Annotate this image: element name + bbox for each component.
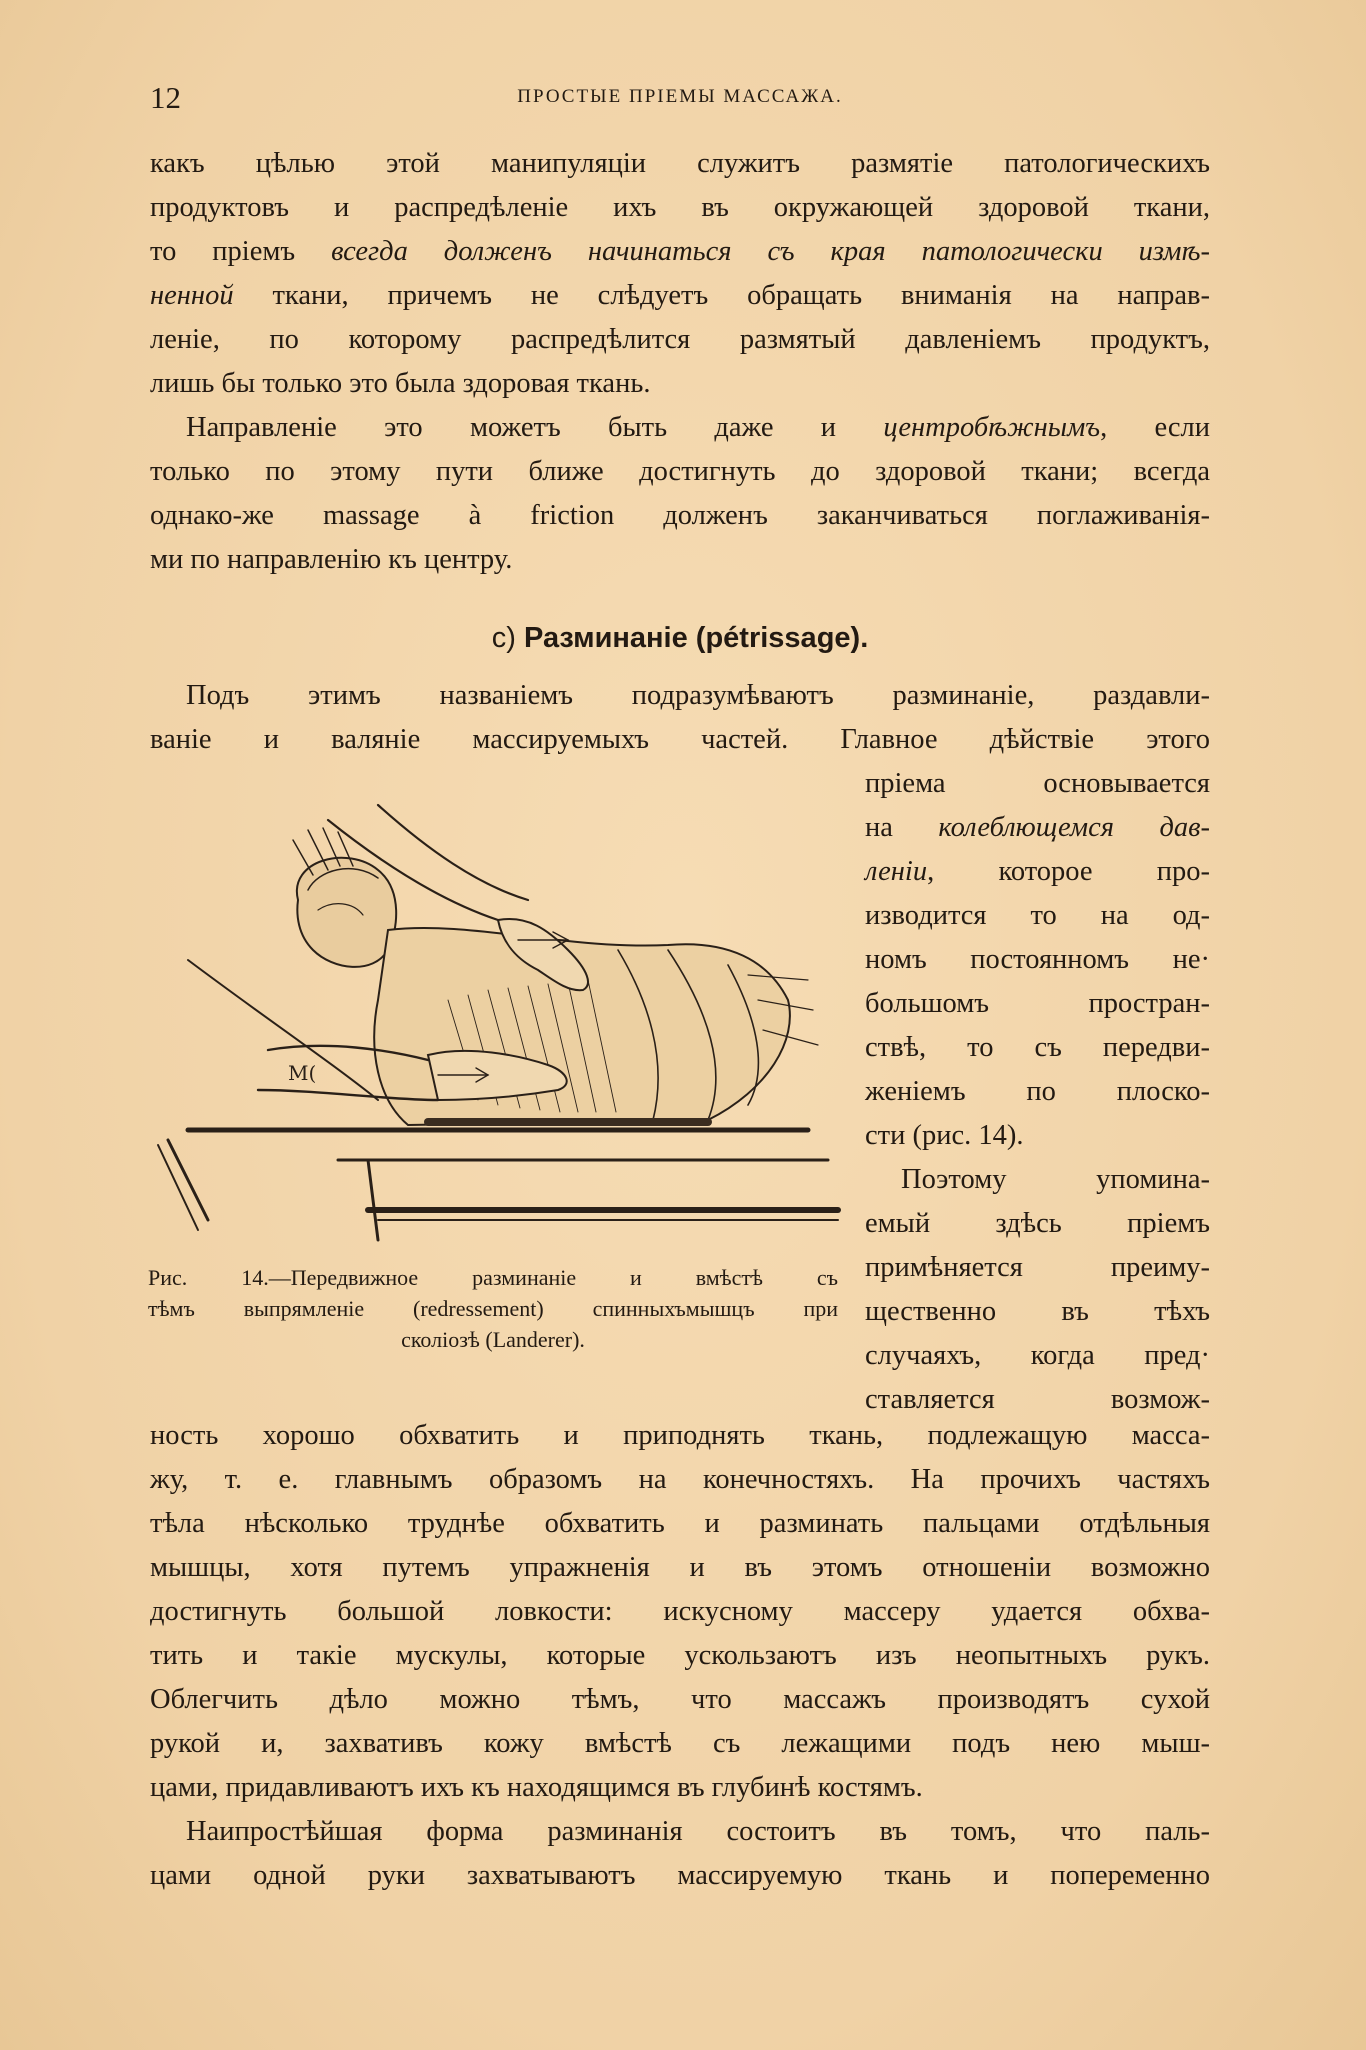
text-line: щественно въ тѣхъ bbox=[865, 1296, 1210, 1327]
text-line: на колеблющемся дав- bbox=[865, 812, 1210, 843]
text-line: ненной ткани, причемъ не слѣдуетъ обращать вниманія на направ- bbox=[150, 280, 1210, 311]
text-line: тить и такіе мускулы, которые ускользаютъ изъ неопытныхъ рукъ. bbox=[150, 1640, 1210, 1671]
text-line: номъ постоянномъ не· bbox=[865, 944, 1210, 975]
text-line: Облегчить дѣло можно тѣмъ, что массажъ производятъ сухой bbox=[150, 1684, 1210, 1715]
text-line: ствѣ, то съ передви- bbox=[865, 1032, 1210, 1063]
text-line: тѣла нѣсколько труднѣе обхватить и разминать пальцами отдѣльныя bbox=[150, 1508, 1210, 1539]
italic-text: леніи bbox=[865, 856, 928, 887]
svg-text:M(: M( bbox=[288, 1061, 317, 1085]
italic-text: всегда долженъ начинаться съ края патологически измѣ- bbox=[331, 236, 1210, 267]
text-line: ваніе и валяніе массируемыхъ частей. Главное дѣйствіе этого bbox=[150, 724, 1210, 755]
paragraph-4 bbox=[150, 1414, 1210, 1898]
text-line: изводится то на од- bbox=[865, 900, 1210, 931]
text-line: ставляется возмож- bbox=[865, 1384, 1210, 1415]
side-column-text bbox=[865, 762, 1210, 1422]
text-line: Направленіе это можетъ быть даже и центробѣжнымъ, если bbox=[186, 412, 1211, 443]
running-header bbox=[150, 80, 1210, 116]
text-line: Поэтому упомина- bbox=[901, 1164, 1210, 1195]
italic-text: ненной bbox=[150, 280, 234, 311]
paragraph-2 bbox=[150, 406, 1210, 582]
text-line: то пріемъ всегда долженъ начинаться съ края патологически измѣ- bbox=[150, 236, 1210, 267]
section-marker: c) bbox=[491, 622, 516, 654]
text-line: рукой и, захвативъ кожу вмѣстѣ съ лежащими подъ нею мыш- bbox=[150, 1728, 1210, 1759]
italic-text: колеблющемся дав- bbox=[938, 812, 1210, 843]
text-line: леніе, по которому распредѣлится размятый давленіемъ продуктъ, bbox=[150, 324, 1210, 355]
text-line: однако-же massage à friction долженъ заканчиваться поглаживанія- bbox=[150, 500, 1210, 531]
text-line: цами, придавливаютъ ихъ къ находящимся въ глубинѣ костямъ. bbox=[150, 1772, 923, 1803]
paragraph-3 bbox=[150, 674, 1210, 762]
text-line: случаяхъ, когда пред· bbox=[865, 1340, 1210, 1371]
text-line: мышцы, хотя путемъ упражненія и въ этомъ отношеніи возможно bbox=[150, 1552, 1210, 1583]
text-line: продуктовъ и распредѣленіе ихъ въ окружающей здоровой ткани, bbox=[150, 192, 1210, 223]
text-line: женіемъ по плоско- bbox=[865, 1076, 1210, 1107]
text-line: ность хорошо обхватить и приподнять ткань, подлежащую масса- bbox=[150, 1420, 1210, 1451]
text-line: емый здѣсь пріемъ bbox=[865, 1208, 1210, 1239]
text-line: Подъ этимъ названіемъ подразумѣваютъ разминаніе, раздавли- bbox=[186, 680, 1210, 711]
caption-line: Рис. 14.—Передвижное разминаніе и вмѣстѣ съ bbox=[148, 1265, 838, 1290]
text-line: жу, т. е. главнымъ образомъ на конечностяхъ. На прочихъ частяхъ bbox=[150, 1464, 1210, 1495]
text-line: только по этому пути ближе достигнуть до здоровой ткани; всегда bbox=[150, 456, 1210, 487]
massage-illustration bbox=[148, 800, 848, 1260]
text-line: цами одной руки захватываютъ массируемую ткань и попеременно bbox=[150, 1860, 1210, 1891]
text-line: ми по направленію къ центру. bbox=[150, 544, 513, 575]
paragraph-1 bbox=[150, 142, 1210, 406]
text-line: Наипростѣйшая форма разминанія состоитъ въ томъ, что паль- bbox=[186, 1816, 1210, 1847]
caption-line: тѣмъ выпрямленіе (redressement) спинныхъмышцъ при bbox=[148, 1296, 838, 1321]
page-number: 12 bbox=[150, 80, 181, 115]
text-line: примѣняется преиму- bbox=[865, 1252, 1210, 1283]
italic-text: центробѣжнымъ bbox=[883, 412, 1101, 443]
text-line: леніи, которое про- bbox=[865, 856, 1210, 887]
text-line: достигнуть большой ловкости: искусному массеру удается обхва- bbox=[150, 1596, 1210, 1627]
section-title: Разминаніе (pétrissage). bbox=[523, 622, 869, 654]
caption-line: сколіозѣ (Landerer). bbox=[401, 1327, 585, 1352]
text-line: сти (рис. 14). bbox=[865, 1120, 1024, 1151]
section-heading bbox=[150, 622, 1210, 655]
figure-caption bbox=[148, 1262, 838, 1355]
text-line: лишь бы только это была здоровая ткань. bbox=[150, 368, 651, 399]
text-line: большомъ простран- bbox=[865, 988, 1210, 1019]
text-line: какъ цѣлью этой манипуляціи служитъ размятіе патологическихъ bbox=[150, 148, 1210, 179]
text-line: пріема основывается bbox=[865, 768, 1210, 799]
running-title: ПРОСТЫЕ ПРІЕМЫ МАССАЖА. bbox=[517, 86, 843, 107]
